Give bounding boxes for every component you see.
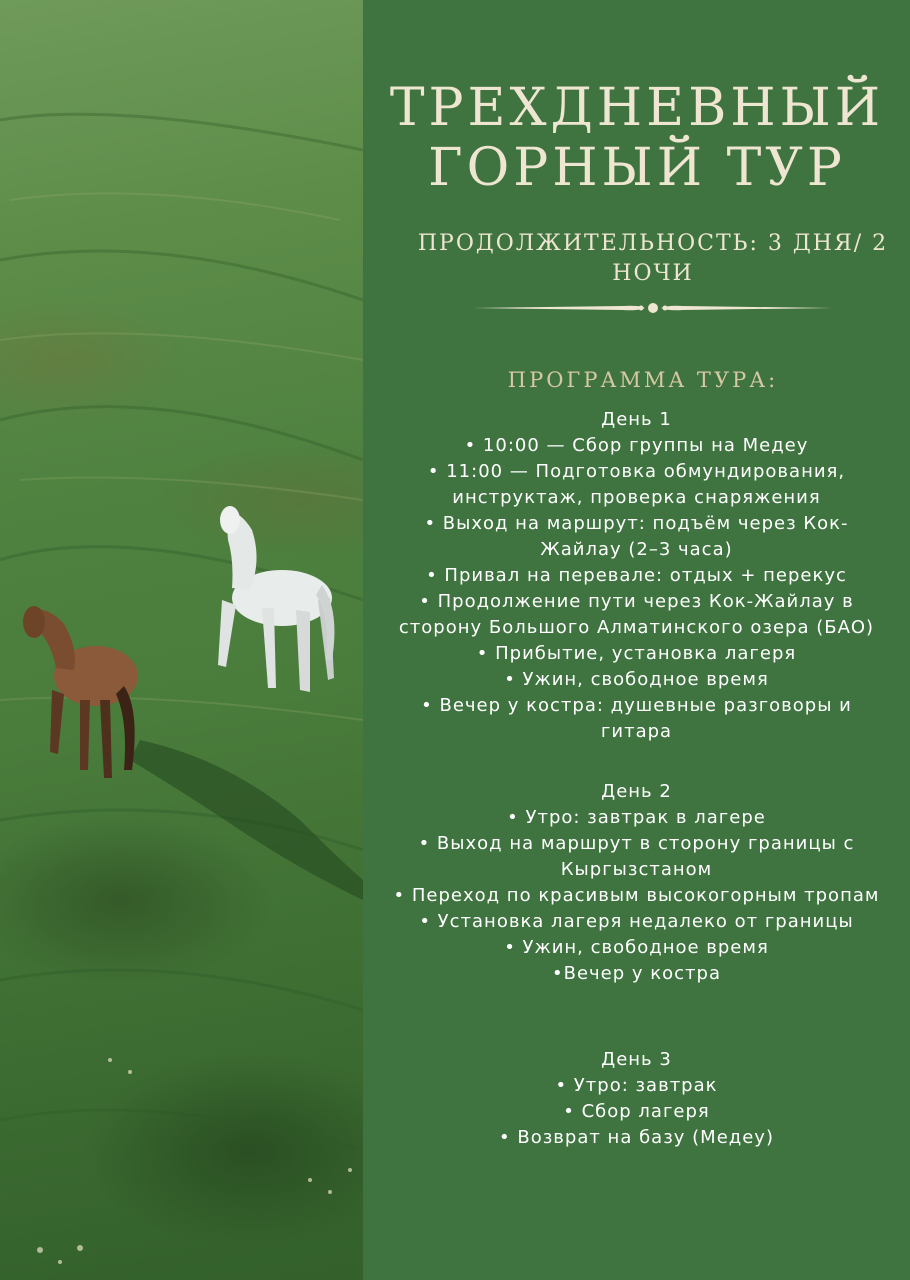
day-1-item: инструктаж, проверка снаряжения <box>452 487 821 508</box>
day-1-label: День 1 <box>601 409 672 430</box>
day-2-label: День 2 <box>601 781 672 802</box>
day-1-item: • Продолжение пути через Кок-Жайлау в <box>419 591 854 612</box>
day-3-label: День 3 <box>601 1049 672 1070</box>
day-1-item: гитара <box>600 721 673 742</box>
day-2-item: • Установка лагеря недалеко от границы <box>419 911 854 932</box>
day-2-item: Кыргызстаном <box>560 859 713 880</box>
section-spacer <box>363 987 910 1047</box>
white-horse <box>218 506 334 692</box>
section-spacer <box>363 745 910 779</box>
tour-title-line-1: ТРЕХДНЕВНЫЙ <box>389 78 885 138</box>
program-heading: ПРОГРАММА ТУРА: <box>507 368 779 392</box>
day-3-item: • Возврат на базу (Медеу) <box>499 1127 774 1148</box>
day-2-item: • Переход по красивым высокогорным тропам <box>393 885 880 906</box>
brown-horse <box>23 606 138 778</box>
tour-title-line-2: ГОРНЫЙ ТУР <box>428 138 846 198</box>
day-1-item: • Прибытие, установка лагеря <box>476 643 797 664</box>
ornamental-divider <box>473 299 833 317</box>
day-1-item: • Ужин, свободное время <box>504 669 769 690</box>
photo-illustration <box>0 0 363 1280</box>
day-2-item: • Выход на маршрут в сторону границы с <box>418 833 855 854</box>
day-1-item: • Вечер у костра: душевные разговоры и <box>421 695 852 716</box>
tour-duration-line-2: НОЧИ <box>612 261 694 286</box>
tour-schedule <box>363 407 910 1151</box>
day-1-item: • 11:00 — Подготовка обмундирования, <box>427 461 846 482</box>
tour-title <box>347 78 910 198</box>
day-1-item: • 10:00 — Сбор группы на Медеу <box>464 435 809 456</box>
tour-duration-line-1: ПРОДОЛЖИТЕЛЬНОСТЬ: 3 ДНЯ/ 2 <box>417 231 889 256</box>
day-2-item: •Вечер у костра <box>552 963 721 984</box>
horse-shadow <box>130 740 363 900</box>
day-3-item: • Утро: завтрак <box>555 1075 718 1096</box>
tour-duration <box>403 229 903 289</box>
day-1-item: • Привал на перевале: отдых + перекус <box>426 565 847 586</box>
day-1-item: Жайлау (2–3 часа) <box>540 539 733 560</box>
day-1-item: • Выход на маршрут: подъём через Кок- <box>424 513 849 534</box>
day-2-item: • Ужин, свободное время <box>504 937 769 958</box>
day-2-item: • Утро: завтрак в лагере <box>507 807 766 828</box>
day-1-item: сторону Большого Алматинского озера (БАО) <box>398 617 875 638</box>
horses-hillside-photo <box>0 0 363 1280</box>
tour-info-panel <box>363 0 910 1280</box>
day-3-item: • Сбор лагеря <box>563 1101 710 1122</box>
